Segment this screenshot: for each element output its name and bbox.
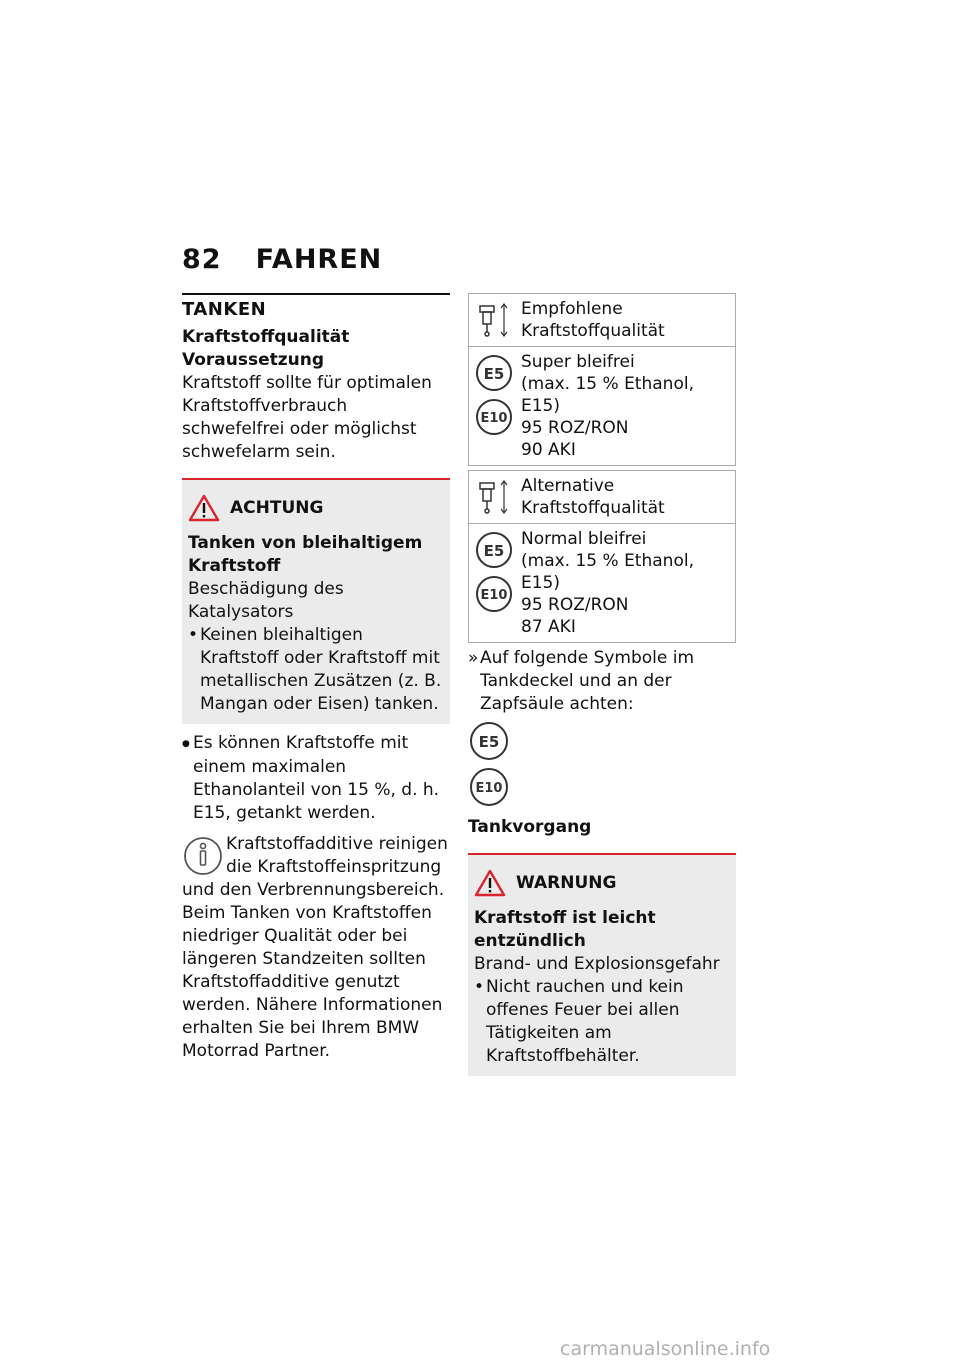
chapter-title: FAHREN bbox=[255, 244, 383, 275]
octane-ron: 95 ROZ/RON bbox=[521, 595, 629, 615]
e5-label: E5 bbox=[483, 542, 505, 560]
caution-bullet: • Keinen bleihaltigen Kraftstoff oder Kraftstoff mit metallischen Zusätzen (z. B. Mangan oder Eisen) tanken. bbox=[188, 624, 444, 716]
right-column bbox=[468, 293, 736, 1076]
intro-paragraph: Kraftstoff sollte für optimalen Kraftstoffverbrauch schwefelfrei oder möglichst schwefelarm sein. bbox=[182, 373, 432, 462]
warning-triangle-icon bbox=[474, 869, 506, 897]
ethanol-grade: E15) bbox=[521, 573, 561, 593]
e10-label: E10 bbox=[475, 781, 503, 796]
e10-label: E10 bbox=[480, 588, 508, 603]
left-column bbox=[182, 293, 450, 1063]
ethanol-max: (max. 15 % Ethanol, bbox=[521, 551, 694, 571]
table-row bbox=[469, 524, 735, 642]
caution-label: ACHTUNG bbox=[230, 498, 324, 518]
caution-header bbox=[188, 494, 444, 522]
e10-symbol-icon bbox=[474, 574, 514, 614]
info-note bbox=[182, 833, 450, 1063]
symbol-instruction: » Auf folgende Symbole im Tankdeckel und an der Zapfsäule achten: bbox=[468, 647, 736, 716]
fuel-pump-icon bbox=[474, 477, 514, 517]
subheading-requirement: Voraussetzung bbox=[182, 350, 325, 370]
info-icon bbox=[182, 833, 224, 879]
e10-symbol-icon bbox=[474, 397, 514, 437]
page-header bbox=[182, 244, 382, 275]
table-row bbox=[469, 347, 735, 465]
caution-consequence: Beschädigung des Katalysators bbox=[188, 579, 344, 622]
table-row bbox=[469, 294, 735, 347]
e5-label: E5 bbox=[478, 733, 500, 751]
ethanol-max: (max. 15 % Ethanol, bbox=[521, 374, 694, 394]
e10-symbol-icon bbox=[468, 766, 510, 808]
info-text: Kraftstoffadditive reinigen die Kraftstoffeinspritzung und den Verbrennungsbereich. Beim Tanken von Kraftstoffen niedriger Qualität oder bei längeren Standzeiten sollten Kraftstoffadditive genutzt werden. Nähere Informationen erhalten Sie bei Ihrem BMW Motorrad Partner. bbox=[182, 834, 448, 1061]
octane-aki: 87 AKI bbox=[521, 617, 576, 637]
alternative-fuel-table bbox=[468, 470, 736, 643]
e5-symbol-icon bbox=[468, 720, 510, 762]
e10-label: E10 bbox=[480, 411, 508, 426]
e5-label: E5 bbox=[483, 365, 505, 383]
warning-triangle-icon bbox=[188, 494, 220, 522]
ethanol-grade: E15) bbox=[521, 396, 561, 416]
octane-aki: 90 AKI bbox=[521, 440, 576, 460]
section-title: TANKEN bbox=[182, 293, 450, 320]
e5-symbol-icon bbox=[474, 530, 514, 570]
ethanol-note: ● Es können Kraftstoffe mit einem maximalen Ethanolanteil von 15 %, d. h. E15, getankt werden. bbox=[182, 732, 450, 825]
caution-box bbox=[182, 478, 450, 724]
warning-title: Kraftstoff ist leicht entzündlich bbox=[474, 908, 656, 951]
fuel-pump-icon bbox=[474, 300, 514, 340]
recommended-fuel-table bbox=[468, 293, 736, 466]
subheading-refuelling: Tankvorgang bbox=[468, 817, 592, 837]
warning-box bbox=[468, 853, 736, 1076]
warning-bullet: • Nicht rauchen und kein offenes Feuer bei allen Tätigkeiten am Kraftstoffbehälter. bbox=[474, 976, 730, 1068]
recommended-fuel-heading: Empfohlene Kraftstoffqualität bbox=[521, 299, 665, 341]
octane-ron: 95 ROZ/RON bbox=[521, 418, 629, 438]
fuel-type: Normal bleifrei bbox=[521, 529, 647, 549]
page-number: 82 bbox=[182, 244, 222, 275]
subheading-fuel-quality: Kraftstoffqualität bbox=[182, 327, 350, 347]
alternative-fuel-heading: Alternative Kraftstoffqualität bbox=[521, 476, 665, 518]
watermark: carmanualsonline.info bbox=[560, 1338, 771, 1360]
table-row bbox=[469, 471, 735, 524]
warning-consequence: Brand- und Explosionsgefahr bbox=[474, 954, 720, 974]
warning-header bbox=[474, 869, 730, 897]
fuel-symbols bbox=[468, 720, 736, 808]
fuel-type: Super bleifrei bbox=[521, 352, 635, 372]
warning-label: WARNUNG bbox=[516, 873, 617, 893]
e5-symbol-icon bbox=[474, 353, 514, 393]
caution-title: Tanken von bleihaltigem Kraftstoff bbox=[188, 533, 423, 576]
